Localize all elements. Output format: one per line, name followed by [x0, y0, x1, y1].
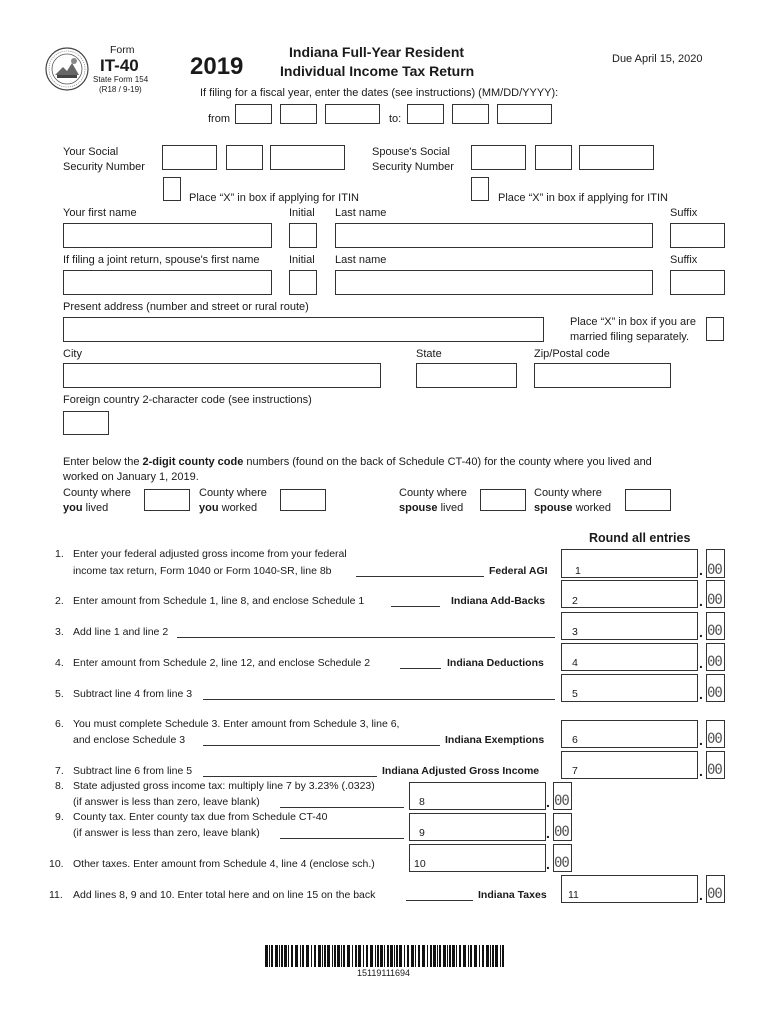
line4-tag: Indiana Deductions: [447, 657, 544, 669]
county-lived-who: you: [63, 502, 83, 514]
line8-cents: 00: [554, 793, 569, 809]
spouse-first-name-field[interactable]: [63, 270, 272, 295]
line6-number: 6.: [55, 718, 64, 730]
spouse-county-lived-label-line2: [399, 502, 463, 515]
line4-number: 4.: [55, 657, 64, 669]
line1-cents: 00: [707, 562, 722, 578]
fiscal-to-month-field[interactable]: [407, 104, 444, 124]
line5-leader: [203, 699, 555, 700]
foreign-country-label: Foreign country 2-character code (see instructions): [63, 394, 312, 406]
city-field[interactable]: [63, 363, 381, 388]
line8-text-a: State adjusted gross income tax: multiply line 7 by 3.23% (.0323): [73, 780, 375, 792]
county-lived-what: lived: [82, 502, 109, 514]
line10-text: Other taxes. Enter amount from Schedule 4, line 4 (enclose sch.): [73, 858, 375, 870]
line11-box-number: 11: [568, 889, 579, 901]
first-name-label: Your first name: [63, 207, 137, 219]
spouse-last-name-label: Last name: [335, 254, 387, 266]
line1-leader: [356, 576, 484, 577]
line2-number: 2.: [55, 595, 64, 607]
county-instructions-line1: [63, 456, 652, 469]
line4-decimal: .: [699, 655, 703, 671]
line2-box-number: 2: [572, 595, 578, 607]
line8-number: 8.: [55, 780, 64, 792]
line6-tag: Indiana Exemptions: [445, 734, 545, 746]
ssn-part3-field[interactable]: [270, 145, 345, 170]
spouse-county-lived-label-line1: County where: [399, 487, 467, 499]
line6-text-b: and enclose Schedule 3: [73, 734, 186, 746]
form-title-line2: Individual Income Tax Return: [280, 63, 475, 79]
line10-decimal: .: [546, 856, 550, 872]
county-lived-label-line1: County where: [63, 487, 131, 499]
mfs-checkbox[interactable]: [706, 317, 724, 341]
spouse-itin-label: Place “X” in box if applying for ITIN: [498, 192, 668, 204]
fiscal-from-day-field[interactable]: [280, 104, 317, 124]
line8-box-number: 8: [419, 796, 425, 808]
line1-number: 1.: [55, 548, 64, 560]
county-lived-field[interactable]: [144, 489, 190, 511]
spouse-county-lived-who: spouse: [399, 502, 438, 514]
line5-amount-field[interactable]: [561, 674, 698, 702]
itin-checkbox[interactable]: [163, 177, 181, 201]
fiscal-to-label: to:: [389, 113, 402, 125]
line9-text-a: County tax. Enter county tax due from Schedule CT-40: [73, 811, 328, 823]
line3-box-number: 3: [572, 626, 578, 638]
line7-box-number: 7: [572, 765, 578, 777]
line3-number: 3.: [55, 626, 64, 638]
county-intro-text-end: numbers (found on the back of Schedule CT-40) for the county where you lived and: [243, 456, 652, 468]
form-title-line1: Indiana Full-Year Resident: [289, 44, 465, 60]
due-date: Due April 15, 2020: [612, 53, 703, 65]
line3-text: Add line 1 and line 2: [73, 626, 169, 638]
line2-tag: Indiana Add-Backs: [451, 595, 546, 607]
line9-amount-field[interactable]: [409, 813, 546, 841]
mfs-label-line2: married filing separately.: [570, 331, 690, 343]
county-worked-field[interactable]: [280, 489, 326, 511]
line9-box-number: 9: [419, 827, 425, 839]
line5-text: Subtract line 4 from line 3: [73, 688, 193, 700]
ssn-part2-field[interactable]: [226, 145, 263, 170]
line4-leader: [400, 668, 441, 669]
zip-field[interactable]: [534, 363, 671, 388]
line2-decimal: .: [699, 593, 703, 609]
city-label: City: [63, 348, 82, 360]
line2-cents: 00: [707, 592, 722, 608]
county-worked-who: you: [199, 502, 219, 514]
first-name-field[interactable]: [63, 223, 272, 248]
line6-leader: [203, 745, 440, 746]
fiscal-from-year-field[interactable]: [325, 104, 380, 124]
mfs-label-line1: Place “X” in box if you are: [570, 316, 696, 328]
line10-cents: 00: [554, 855, 569, 871]
ssn-label-line2: Security Number: [63, 161, 145, 173]
round-entries-note: Round all entries: [589, 531, 691, 545]
barcode-number: 15119111694: [357, 968, 411, 978]
spouse-county-worked-who: spouse: [534, 502, 573, 514]
line1-amount-field[interactable]: [561, 549, 698, 578]
line6-decimal: .: [699, 732, 703, 748]
spouse-initial-field[interactable]: [289, 270, 317, 295]
line6-amount-field[interactable]: [561, 720, 698, 748]
line7-tag: Indiana Adjusted Gross Income: [382, 765, 540, 777]
line7-number: 7.: [55, 765, 64, 777]
county-intro-text: Enter below the: [63, 456, 143, 468]
spouse-county-worked-what: worked: [572, 502, 612, 514]
spouse-first-name-label: If filing a joint return, spouse's first name: [63, 254, 260, 266]
form-label: Form: [110, 44, 135, 56]
line1-text-a: Enter your federal adjusted gross income from your federal: [73, 548, 347, 560]
line11-cents: 00: [707, 886, 722, 902]
line4-amount-field[interactable]: [561, 643, 698, 671]
itin-label: Place “X” in box if applying for ITIN: [189, 192, 359, 204]
line8-text-b: (if answer is less than zero, leave blank): [73, 796, 260, 808]
spouse-initial-label: Initial: [289, 254, 315, 266]
spouse-county-worked-label-line1: County where: [534, 487, 602, 499]
tax-year: 2019: [190, 53, 244, 80]
line10-box-number: 10: [414, 858, 426, 870]
county-instructions-line2: worked on January 1, 2019.: [63, 471, 199, 483]
indiana-state-seal: [45, 47, 89, 91]
fiscal-to-year-field[interactable]: [497, 104, 552, 124]
line4-cents: 00: [707, 654, 722, 670]
suffix-label: Suffix: [670, 207, 698, 219]
ssn-part1-field[interactable]: [162, 145, 217, 170]
line9-number: 9.: [55, 811, 64, 823]
county-intro-emphasis: 2-digit county code: [142, 456, 244, 468]
state-label: State: [416, 348, 442, 360]
line11-decimal: .: [699, 887, 703, 903]
line2-text: Enter amount from Schedule 1, line 8, and enclose Schedule 1: [73, 595, 365, 607]
line7-decimal: .: [699, 763, 703, 779]
spouse-suffix-label: Suffix: [670, 254, 698, 266]
form-revision: (R18 / 9-19): [99, 85, 142, 94]
spouse-county-worked-field[interactable]: [625, 489, 671, 511]
address-label: Present address (number and street or rural route): [63, 301, 309, 313]
line5-decimal: .: [699, 686, 703, 702]
last-name-field[interactable]: [335, 223, 653, 248]
county-worked-label-line1: County where: [199, 487, 267, 499]
county-worked-what: worked: [218, 502, 258, 514]
spouse-suffix-field[interactable]: [670, 270, 725, 295]
initial-label: Initial: [289, 207, 315, 219]
line3-amount-field[interactable]: [561, 612, 698, 640]
line10-amount-field[interactable]: [409, 844, 546, 872]
line11-amount-field[interactable]: [561, 875, 698, 903]
county-worked-label-line2: [199, 502, 257, 515]
line9-leader: [280, 838, 404, 839]
line11-text: Add lines 8, 9 and 10. Enter total here and on line 15 on the back: [73, 889, 376, 901]
last-name-label: Last name: [335, 207, 387, 219]
line1-decimal: .: [699, 562, 703, 578]
line9-decimal: .: [546, 825, 550, 841]
spouse-ssn-label-line1: Spouse's Social: [372, 146, 450, 158]
line6-text-a: You must complete Schedule 3. Enter amount from Schedule 3, line 6,: [73, 718, 400, 730]
line9-cents: 00: [554, 824, 569, 840]
line5-cents: 00: [707, 685, 722, 701]
line11-tag: Indiana Taxes: [478, 889, 547, 901]
line2-amount-field[interactable]: [561, 580, 698, 608]
spouse-ssn-part2-field[interactable]: [535, 145, 572, 170]
line1-box-number: 1: [575, 565, 581, 577]
line3-leader: [177, 637, 555, 638]
line6-box-number: 6: [572, 734, 578, 746]
spouse-county-worked-label-line2: [534, 502, 611, 515]
spouse-last-name-field[interactable]: [335, 270, 653, 295]
line9-text-b: (if answer is less than zero, leave blank): [73, 827, 260, 839]
line7-leader: [203, 776, 377, 777]
spouse-ssn-part3-field[interactable]: [579, 145, 654, 170]
line5-box-number: 5: [572, 688, 578, 700]
address-field[interactable]: [63, 317, 544, 342]
spouse-ssn-part1-field[interactable]: [471, 145, 526, 170]
line7-amount-field[interactable]: [561, 751, 698, 779]
spouse-ssn-label-line2: Security Number: [372, 161, 454, 173]
spouse-county-lived-field[interactable]: [480, 489, 526, 511]
zip-label: Zip/Postal code: [534, 348, 610, 360]
line8-leader: [280, 807, 404, 808]
line10-number: 10.: [49, 858, 64, 870]
fiscal-year-instructions: If filing for a fiscal year, enter the dates (see instructions) (MM/DD/YYYY):: [200, 87, 559, 99]
line11-leader: [406, 900, 473, 901]
line4-box-number: 4: [572, 657, 578, 669]
line5-number: 5.: [55, 688, 64, 700]
fiscal-from-month-field[interactable]: [235, 104, 272, 124]
spouse-itin-checkbox[interactable]: [471, 177, 489, 201]
suffix-field[interactable]: [670, 223, 725, 248]
fiscal-to-day-field[interactable]: [452, 104, 489, 124]
line7-cents: 00: [707, 762, 722, 778]
line1-tag: Federal AGI: [489, 565, 548, 577]
spouse-county-lived-what: lived: [437, 502, 464, 514]
county-lived-label-line2: [63, 502, 108, 515]
line4-text: Enter amount from Schedule 2, line 12, and enclose Schedule 2: [73, 657, 371, 669]
line7-text: Subtract line 6 from line 5: [73, 765, 193, 777]
ssn-label-line1: Your Social: [63, 146, 119, 158]
line2-leader: [391, 606, 440, 607]
line8-amount-field[interactable]: [409, 782, 546, 810]
initial-field[interactable]: [289, 223, 317, 248]
line8-decimal: .: [546, 794, 550, 810]
state-field[interactable]: [416, 363, 517, 388]
line3-cents: 00: [707, 623, 722, 639]
line6-cents: 00: [707, 731, 722, 747]
state-form-number: State Form 154: [93, 75, 149, 84]
foreign-country-field[interactable]: [63, 411, 109, 435]
form-barcode: [265, 945, 507, 967]
form-number: IT-40: [100, 56, 139, 75]
line3-decimal: .: [699, 624, 703, 640]
line1-text-b: income tax return, Form 1040 or Form 1040-SR, line 8b: [73, 565, 332, 577]
fiscal-from-label: from: [208, 113, 230, 125]
line11-number: 11.: [49, 889, 63, 901]
